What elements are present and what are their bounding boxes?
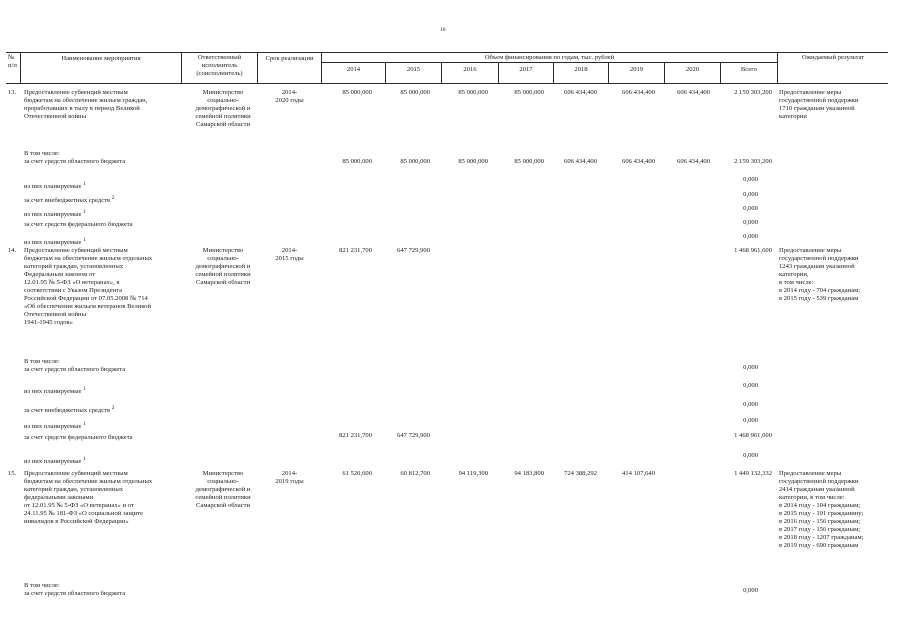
row14-name: Предоставление субвенций местным бюджетам на обеспечение жильем отдельных категорий граждан, установленных Федеральным законом от 12.01.95 № 5-ФЗ «О ветеранах», в соответствии с Указом Президента Российской Федерации от 07.05.2008 № 714 «Об обеспечении жильем ветеранов Великой Отечественной войны 1941-1945 годов» xyxy=(24,247,153,326)
header-year-2020: 2020 xyxy=(685,66,700,73)
header-year-2017: 2017 xyxy=(519,66,533,73)
row13-2014: 85 000,000 xyxy=(342,89,372,96)
row14-planned3-label: из них планируемые $^1$ xyxy=(24,456,86,466)
header-year-2015: 2015 xyxy=(406,66,421,73)
row14-federal-label: за счет средств федерального бюджета xyxy=(24,434,133,441)
row13-regional-2019: 606 434,400 xyxy=(622,158,655,165)
header-year-2016: 2016 xyxy=(463,66,477,73)
row15-executor: Министерство социально- демографической и семейной политики Самарской области xyxy=(195,470,251,509)
row15-regional-total: 0,000 xyxy=(743,587,758,594)
row13-2019: 606 434,400 xyxy=(622,89,655,96)
row14-planned3-total: 0,000 xyxy=(743,452,758,459)
row15-result: Предоставление меры государственной поддержки 2414 гражданам указанной категории, в том числе: в 2014 году - 104 гражданам; в 2015 году - 101 гражданину; в 2016 году - 156 гражданам; в 2017 году - 156 гражданам; в 2018 году - 1207 гражданам; в 2019 году - 690 гражданам xyxy=(779,470,864,549)
row14-2015: 647 729,900 xyxy=(397,247,430,254)
row15-2015: 60 812,700 xyxy=(400,470,430,477)
row15-num: 15. xyxy=(8,470,17,477)
row13-regional-total: 2 159 303,200 xyxy=(734,158,772,165)
row14-incl: В том числе: xyxy=(24,358,60,365)
row14-planned2-label: из них планируемые $^1$ xyxy=(24,421,86,431)
header-year-2018: 2018 xyxy=(574,66,588,73)
row14-regional-total: 0,000 xyxy=(743,364,758,371)
row14-term: 2014- 2015 годы xyxy=(275,247,304,262)
row14-federal-2014: 821 231,700 xyxy=(339,432,372,439)
row13-2020: 606 434,400 xyxy=(677,89,710,96)
row13-planned2-label: из них планируемые $^1$ xyxy=(24,209,86,219)
row14-2014: 821 231,700 xyxy=(339,247,372,254)
row14-executor: Министерство социально- демографической и семейной политики Самарской области xyxy=(195,247,251,286)
row15-name: Предоставление субвенций местным бюджетам на обеспечение жильем отдельных категорий граждан, установленных федеральными законами от 12.01.95 № 5-ФЗ «О ветеранах» и от 24.11.95 № 181-ФЗ «О социальной защите инвалидов в Российской Федерации» xyxy=(24,470,153,525)
row15-2018: 724 388,292 xyxy=(564,470,597,477)
row14-total: 1 468 961,600 xyxy=(734,247,772,254)
row13-regional-2018: 606 434,400 xyxy=(564,158,597,165)
row15-total: 1 449 132,332 xyxy=(734,470,772,477)
header-year-2014: 2014 xyxy=(346,66,361,73)
row13-executor: Министерство социально- демографической и семейной политики Самарской области xyxy=(195,89,251,128)
header-name: Наименование мероприятия xyxy=(61,55,141,62)
row13-2018: 606 434,400 xyxy=(564,89,597,96)
row13-name: Предоставление субвенций местным бюджетам на обеспечение жильем граждан, проработавших в тылу в период Великой Отечественной войны xyxy=(24,89,148,120)
row13-federal-total: 0,000 xyxy=(743,219,758,226)
row13-2016: 85 000,000 xyxy=(458,89,488,96)
row13-planned3-label: из них планируемые $^1$ xyxy=(24,237,86,247)
table-top-border xyxy=(6,52,888,53)
row13-offbudget-label: за счет внебюджетных средств $^2$ xyxy=(24,195,115,205)
row13-federal-label: за счет средств федерального бюджета xyxy=(24,221,133,228)
header-result: Ожидаемый результат xyxy=(801,54,865,61)
row13-2017: 85 000,000 xyxy=(514,89,544,96)
row14-num: 14. xyxy=(8,247,17,254)
row13-result: Предоставление меры государственной поддержки 1710 гражданам указанной категории xyxy=(779,89,859,120)
row13-regional-2020: 606 434,400 xyxy=(677,158,710,165)
row13-planned1-total: 0,000 xyxy=(743,176,758,183)
row13-num: 13. xyxy=(8,89,17,96)
row14-offbudget-total: 0,000 xyxy=(743,401,758,408)
row13-incl: В том числе: xyxy=(24,150,60,157)
row13-regional-2016: 85 000,000 xyxy=(458,158,488,165)
row15-2019: 414 107,640 xyxy=(622,470,655,477)
row14-planned2-total: 0,000 xyxy=(743,417,758,424)
header-term: Срок реализации xyxy=(265,55,314,62)
row14-federal-2015: 647 729,900 xyxy=(397,432,430,439)
row13-regional-2014: 85 000,000 xyxy=(342,158,372,165)
table-header-bottom-border xyxy=(6,83,888,84)
row13-planned1-label: из них планируемые $^1$ xyxy=(24,181,86,191)
row13-planned3-total: 0,000 xyxy=(743,233,758,240)
row14-planned1-total: 0,000 xyxy=(743,382,758,389)
row13-regional-2015: 85 000,000 xyxy=(400,158,430,165)
row14-offbudget-label: за счет внебюджетных средств $^2$ xyxy=(24,405,115,415)
row13-total: 2 159 303,200 xyxy=(734,89,772,96)
header-num: № п/п xyxy=(8,54,17,69)
header-executor: Ответственный исполнитель (соисполнитель) xyxy=(196,54,243,77)
row15-incl: В том числе: xyxy=(24,582,60,589)
row13-2015: 85 000,000 xyxy=(400,89,430,96)
row13-regional-2017: 85 000,000 xyxy=(514,158,544,165)
row15-regional-label: за счет средств областного бюджета xyxy=(24,590,126,597)
header-year-2019: 2019 xyxy=(629,66,644,73)
row14-planned1-label: из них планируемые $^1$ xyxy=(24,386,86,396)
row13-planned2-total: 0,000 xyxy=(743,205,758,212)
row15-2017: 94 183,800 xyxy=(514,470,544,477)
row14-regional-label: за счет средств областного бюджета xyxy=(24,366,126,373)
page-number: 16 xyxy=(440,27,446,33)
row13-offbudget-total: 0,000 xyxy=(743,191,758,198)
row14-federal-total: 1 468 961,600 xyxy=(734,432,772,439)
year-header-separator xyxy=(321,62,777,63)
row13-regional-label: за счет средств областного бюджета xyxy=(24,158,126,165)
row15-2014: 61 520,600 xyxy=(342,470,372,477)
row15-term: 2014- 2019 годы xyxy=(275,470,304,485)
row15-2016: 94 119,300 xyxy=(458,470,488,477)
header-total: Всего xyxy=(740,66,758,73)
header-financing: Объем финансирования по годам, тыс. рублей xyxy=(484,54,615,61)
row14-result: Предоставление меры государственной поддержки 1243 гражданам указанной категории, в том числе: в 2014 году - 704 гражданам; в 2015 году - 539 гражданам xyxy=(779,247,861,302)
row13-term: 2014- 2020 годы xyxy=(275,89,304,104)
